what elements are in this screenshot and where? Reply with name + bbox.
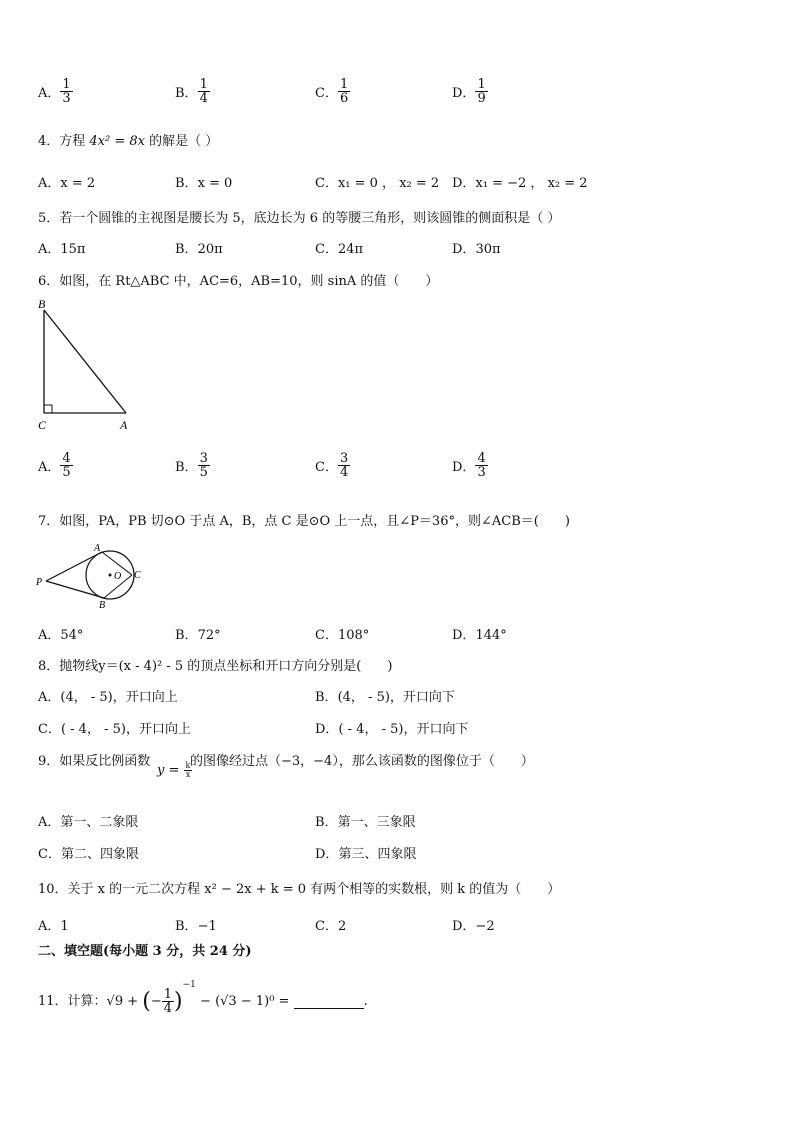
option-label: A．: [38, 815, 61, 830]
option-text: x₁ = −2 ， x₂ = 2: [475, 176, 588, 191]
frac-num: 1: [163, 987, 173, 1002]
tangent-pa: [46, 552, 102, 581]
option-label: A．: [38, 628, 61, 643]
q9-function: [157, 762, 192, 779]
option-label: D．: [452, 176, 476, 191]
q11-minus: −: [150, 994, 162, 1009]
option-label: A．: [38, 176, 61, 191]
option-label: C．: [38, 847, 61, 862]
option-label: D．: [452, 86, 476, 101]
option-text: 第二、四象限: [60, 847, 139, 862]
option-a[interactable]: [38, 915, 69, 934]
option-label: B．: [315, 815, 338, 830]
option-c[interactable]: [38, 718, 191, 737]
option-text: 20π: [197, 242, 223, 257]
option-label: B．: [175, 919, 198, 934]
option-text: 1: [60, 919, 69, 934]
frac-den: x: [185, 770, 191, 779]
option-b[interactable]: [175, 915, 217, 934]
option-d[interactable]: [452, 238, 501, 257]
option-d[interactable]: [452, 78, 488, 105]
section-2-title: 二、填空题(每小题 3 分，共 24 分): [38, 944, 252, 959]
frac-den: 4: [339, 465, 349, 480]
frac-den: 6: [339, 91, 349, 106]
label-o: O: [114, 571, 122, 582]
frac-num: 4: [62, 451, 71, 466]
frac-num: 3: [339, 451, 349, 466]
q11-expr-a: √9 +: [106, 994, 143, 1009]
label-a: A: [94, 543, 101, 554]
q11-end: .: [363, 994, 368, 1009]
option-a[interactable]: [38, 238, 85, 257]
option-label: C．: [315, 176, 338, 191]
frac-den: 5: [62, 465, 71, 480]
question-5-stem: 5．若一个圆锥的主视图是腰长为 5，底边长为 6 的等腰三角形，则该圆锥的侧面积是（ ）: [38, 211, 561, 226]
frac-num: 1: [62, 77, 71, 92]
option-text: 24π: [337, 242, 364, 257]
option-a[interactable]: [38, 811, 138, 830]
option-c[interactable]: [315, 238, 363, 257]
option-text: ( - 4， - 5)，开口向下: [338, 722, 469, 737]
option-fraction: [60, 78, 72, 105]
option-b[interactable]: [315, 811, 416, 830]
question-6-stem: 6．如图，在 Rt△ABC 中，AC=6，AB=10，则 sinA 的值（ ）: [38, 274, 439, 289]
option-label: C．: [315, 242, 338, 257]
question-11: [38, 980, 368, 1015]
frac-num: 3: [199, 451, 208, 466]
option-text: x = 0: [197, 176, 233, 191]
question-9-stem-suffix: 的图像经过点（−3，−4），那么该函数的图像位于（ ）: [190, 754, 534, 769]
option-d[interactable]: [315, 718, 468, 737]
option-fraction: [198, 78, 210, 105]
option-b[interactable]: [175, 624, 221, 643]
frac-den: 3: [62, 91, 71, 106]
option-d[interactable]: [452, 452, 488, 479]
option-text: −1: [197, 919, 217, 934]
option-c[interactable]: [38, 843, 139, 862]
option-label: D．: [452, 242, 476, 257]
q11-exponent: −1: [182, 980, 196, 990]
option-fraction: [338, 78, 350, 105]
center-dot: [109, 574, 112, 577]
option-label: B．: [175, 86, 198, 101]
option-a[interactable]: [38, 172, 95, 191]
option-b[interactable]: [175, 172, 232, 191]
option-b[interactable]: [175, 78, 210, 105]
option-text: 第一、三象限: [337, 815, 416, 830]
label-c: C: [38, 418, 47, 432]
option-text: (4， - 5)，开口向上: [60, 690, 178, 705]
option-fraction: [475, 78, 487, 105]
q11-right-paren: ): [174, 989, 183, 1014]
option-label: A．: [38, 86, 61, 101]
q11-fraction: [162, 988, 174, 1015]
q7-circle-tangent-figure: [34, 540, 154, 612]
option-text: 第三、四象限: [338, 847, 417, 862]
option-label: B．: [175, 628, 198, 643]
option-text: 144°: [475, 628, 507, 643]
q6-triangle-figure: [34, 296, 134, 436]
option-text: 2: [337, 919, 347, 934]
option-label: D．: [315, 847, 339, 862]
option-text: (4， - 5)，开口向下: [337, 690, 455, 705]
frac-num: 1: [339, 77, 349, 92]
q11-answer-blank[interactable]: [294, 994, 364, 1009]
option-label: A．: [38, 690, 61, 705]
option-label: D．: [452, 460, 476, 475]
question-10-stem: 10．关于 x 的一元二次方程 x² − 2x + k = 0 有两个相等的实数根，则 k 的值为（ ）: [38, 882, 561, 897]
label-a: A: [120, 418, 128, 432]
frac-num: 4: [477, 451, 486, 466]
option-b[interactable]: [315, 686, 455, 705]
option-label: D．: [315, 722, 339, 737]
option-label: A．: [38, 919, 61, 934]
q4-stem-suffix: 的解是（ ）: [144, 134, 219, 149]
option-text: 54°: [60, 628, 84, 643]
option-fraction: [60, 452, 72, 479]
option-b[interactable]: [175, 238, 223, 257]
option-a[interactable]: [38, 78, 73, 105]
option-d[interactable]: [315, 843, 416, 862]
option-label: B．: [175, 242, 198, 257]
option-text: ( - 4， - 5)，开口向上: [60, 722, 191, 737]
option-label: C．: [38, 722, 61, 737]
question-7-stem: 7．如图，PA，PB 切⊙O 于点 A，B，点 C 是⊙O 上一点，且∠P＝36°，则∠ACB＝( ): [38, 514, 570, 529]
option-c[interactable]: [315, 915, 346, 934]
option-text: 30π: [475, 242, 501, 257]
option-text: 108°: [337, 628, 370, 643]
question-4-stem: [38, 130, 218, 149]
option-text: 72°: [197, 628, 221, 643]
frac-den: 9: [477, 91, 486, 106]
q11-left-paren: (: [142, 989, 151, 1014]
option-label: C．: [315, 919, 338, 934]
label-c: C: [134, 570, 141, 581]
option-label: C．: [315, 460, 338, 475]
option-c[interactable]: [315, 452, 350, 479]
q9-func-y: y =: [157, 763, 180, 778]
option-a[interactable]: [38, 686, 178, 705]
option-text: 第一、二象限: [60, 815, 139, 830]
frac-den: 4: [163, 1001, 173, 1016]
option-a[interactable]: [38, 624, 83, 643]
frac-num: k: [185, 761, 191, 770]
option-label: C．: [315, 86, 338, 101]
side-ab: [44, 310, 126, 413]
frac-num: 1: [199, 77, 208, 92]
option-d[interactable]: [452, 172, 588, 191]
option-label: D．: [452, 919, 476, 934]
q4-equation: 4x² = 8x: [89, 134, 145, 149]
option-text: 15π: [60, 242, 86, 257]
q4-stem-prefix: 4．方程: [38, 134, 90, 149]
option-label: A．: [38, 460, 61, 475]
option-label: C．: [315, 628, 338, 643]
option-label: B．: [315, 690, 338, 705]
option-c[interactable]: [315, 172, 439, 191]
option-label: A．: [38, 242, 61, 257]
option-c[interactable]: [315, 78, 350, 105]
option-fraction: [338, 452, 350, 479]
option-b[interactable]: [175, 452, 210, 479]
option-text: x₁ = 0 ， x₂ = 2: [337, 176, 440, 191]
option-label: B．: [175, 460, 198, 475]
label-p: P: [36, 577, 43, 588]
frac-den: 5: [199, 465, 208, 480]
option-a[interactable]: [38, 452, 73, 479]
frac-den: 3: [477, 465, 486, 480]
q11-expr-b: − (√3 − 1)⁰ =: [195, 994, 294, 1009]
frac-den: 4: [199, 91, 208, 106]
option-d[interactable]: [452, 915, 495, 934]
option-label: D．: [452, 628, 476, 643]
question-8-stem: 8．抛物线y＝(x - 4)² - 5 的顶点坐标和开口方向分别是( ): [38, 659, 393, 674]
option-text: x = 2: [60, 176, 96, 191]
option-label: B．: [175, 176, 198, 191]
right-angle-mark: [44, 405, 52, 413]
option-fraction: [475, 452, 487, 479]
q11-prefix: 11．计算：: [38, 994, 107, 1009]
label-b: B: [38, 297, 46, 311]
option-fraction: [198, 452, 210, 479]
frac-num: 1: [477, 77, 486, 92]
tangent-pb: [46, 581, 104, 598]
option-c[interactable]: [315, 624, 369, 643]
option-d[interactable]: [452, 624, 507, 643]
option-text: −2: [475, 919, 495, 934]
label-b: B: [99, 600, 106, 611]
question-9-stem-prefix: 9．如果反比例函数: [38, 754, 151, 769]
